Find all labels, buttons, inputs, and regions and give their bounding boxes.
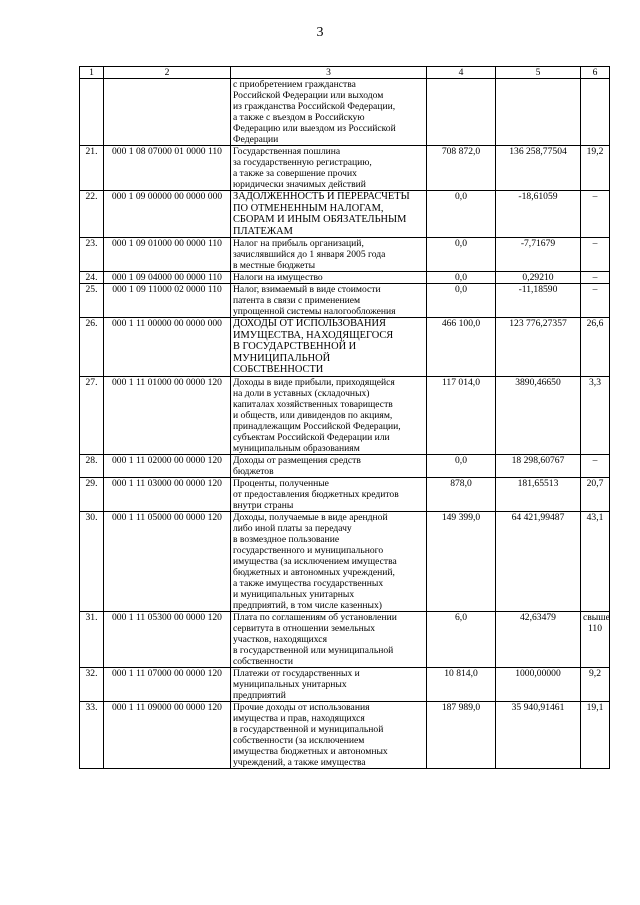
table-body [80, 79, 610, 769]
revenue-name [231, 611, 427, 667]
revenue-name-line: собственности [233, 655, 294, 667]
budget-code: 000 1 09 00000 00 0000 000 [104, 191, 231, 238]
revenue-name [231, 284, 427, 318]
revenue-name-line: В ГОСУДАРСТВЕННОЙ И [233, 341, 357, 352]
revenue-name [231, 191, 427, 238]
revenue-name-line: имущества бюджетных и автономных [233, 745, 388, 757]
header-row [80, 67, 610, 79]
table-row [80, 238, 610, 272]
column-header-3: 3 [231, 67, 427, 79]
percent-complete [581, 79, 610, 146]
revenue-name-line: ДОХОДЫ ОТ ИСПОЛЬЗОВАНИЯ [233, 318, 386, 329]
revenue-name-line: упрощенной системы налогообложения [233, 306, 396, 317]
table-row [80, 146, 610, 191]
table-row [80, 272, 610, 284]
actual-amount: 42,63479 [496, 611, 581, 667]
percent-complete: 19,1 [581, 701, 610, 768]
percent-complete: 43,1 [581, 511, 610, 611]
revenue-name-line: а также за совершение прочих [233, 168, 357, 179]
revenue-name-line: от предоставления бюджетных кредитов [233, 488, 399, 500]
row-number: 23. [80, 238, 104, 272]
plan-amount: 6,0 [427, 611, 496, 667]
revenue-name-line: в возмездное пользование [233, 533, 340, 545]
row-number: 28. [80, 454, 104, 477]
column-header-1: 1 [80, 67, 104, 79]
revenue-name [231, 376, 427, 454]
revenue-name-line: внутри страны [233, 499, 294, 511]
budget-code: 000 1 11 02000 00 0000 120 [104, 454, 231, 477]
actual-amount: -18,61059 [496, 191, 581, 238]
revenue-name-line: муниципальным образованиям [233, 442, 360, 454]
row-number [80, 79, 104, 146]
percent-complete: – [581, 191, 610, 238]
percent-complete: – [581, 284, 610, 318]
row-number: 21. [80, 146, 104, 191]
plan-amount: 878,0 [427, 477, 496, 511]
revenue-name-line: участков, находящихся [233, 633, 327, 645]
revenue-name-line: принадлежащим Российской Федерации, [233, 420, 401, 432]
revenue-name-line: ИМУЩЕСТВА, НАХОДЯЩЕГОСЯ [233, 329, 394, 341]
row-number: 24. [80, 272, 104, 284]
revenue-name-line: ПЛАТЕЖАМ [233, 225, 293, 237]
revenue-name-line: юридически значимых действий [233, 179, 366, 190]
revenue-name [231, 701, 427, 768]
revenue-name [231, 667, 427, 701]
revenue-name-line: Налог на прибыль организаций, [233, 238, 364, 249]
row-number: 29. [80, 477, 104, 511]
revenue-name-line: государственного и муниципального [233, 544, 384, 556]
revenue-name-line: имущества (за исключением имущества [233, 555, 397, 567]
revenue-name-line: и обществ, или дивидендов по акциям, [233, 409, 393, 421]
budget-code: 000 1 11 03000 00 0000 120 [104, 477, 231, 511]
actual-amount [496, 79, 581, 146]
percent-complete: 3,3 [581, 376, 610, 454]
actual-amount: 181,65513 [496, 477, 581, 511]
plan-amount: 149 399,0 [427, 511, 496, 611]
revenue-name [231, 272, 427, 284]
table-row [80, 511, 610, 611]
plan-amount: 0,0 [427, 238, 496, 272]
plan-amount: 0,0 [427, 284, 496, 318]
plan-amount: 10 814,0 [427, 667, 496, 701]
plan-amount: 0,0 [427, 191, 496, 238]
actual-amount: 0,29210 [496, 272, 581, 284]
table-row [80, 284, 610, 318]
revenue-name [231, 318, 427, 377]
revenue-name-line: Доходы в виде прибыли, приходящейся [233, 376, 395, 388]
revenue-name-line: собственности (за исключением [233, 734, 365, 746]
revenue-name-line: субъектам Российской Федерации или [233, 431, 390, 443]
revenue-name-line: за государственную регистрацию, [233, 157, 372, 168]
revenue-name-line: в государственной и муниципальной [233, 723, 384, 735]
budget-code: 000 1 09 11000 02 0000 110 [104, 284, 231, 318]
budget-code: 000 1 11 05000 00 0000 120 [104, 511, 231, 611]
row-number: 33. [80, 701, 104, 768]
percent-complete: 20,7 [581, 477, 610, 511]
actual-amount: 1000,00000 [496, 667, 581, 701]
column-header-6: 6 [581, 67, 610, 79]
revenue-name-line: СОБСТВЕННОСТИ [233, 364, 324, 375]
table-row [80, 611, 610, 667]
table-row [80, 477, 610, 511]
revenue-name [231, 146, 427, 191]
revenue-name-line: Налог, взимаемый в виде стоимости [233, 284, 381, 295]
percent-complete: – [581, 454, 610, 477]
revenue-name-line: либо иной платы за передачу [233, 522, 352, 534]
revenue-name-line: Платежи от государственных и [233, 667, 360, 679]
row-number: 22. [80, 191, 104, 238]
revenue-name-line: имущества и прав, находящихся [233, 712, 365, 724]
actual-amount: 136 258,77504 [496, 146, 581, 191]
actual-amount: 64 421,99487 [496, 511, 581, 611]
actual-amount: 35 940,91461 [496, 701, 581, 768]
revenue-name [231, 79, 427, 146]
table-row [80, 454, 610, 477]
revenue-name-line: капиталах хозяйственных товариществ [233, 398, 393, 410]
plan-amount: 708 872,0 [427, 146, 496, 191]
revenue-name-line: сервитута в отношении земельных [233, 622, 376, 634]
revenue-name-line: Проценты, полученные [233, 477, 329, 489]
revenue-name-line: Доходы, получаемые в виде арендной [233, 511, 388, 523]
budget-code: 000 1 11 01000 00 0000 120 [104, 376, 231, 454]
plan-amount: 117 014,0 [427, 376, 496, 454]
revenue-name-line: Государственная пошлина [233, 146, 341, 157]
row-number: 27. [80, 376, 104, 454]
actual-amount: -11,18590 [496, 284, 581, 318]
revenue-name-line: Налоги на имущество [233, 272, 323, 283]
revenue-name-line: бюджетов [233, 465, 274, 477]
row-number: 26. [80, 318, 104, 377]
revenue-name-line: Прочие доходы от использования [233, 701, 370, 713]
column-header-2: 2 [104, 67, 231, 79]
actual-amount: 3890,46650 [496, 376, 581, 454]
plan-amount: 187 989,0 [427, 701, 496, 768]
plan-amount: 466 100,0 [427, 318, 496, 377]
page-number: 3 [316, 25, 324, 40]
revenue-name-line: патента в связи с применением [233, 295, 361, 306]
revenue-name-line: а также имущества государственных [233, 577, 384, 589]
revenue-name-line: Федерацию или выездом из Российской [233, 123, 396, 134]
percent-complete: 26,6 [581, 318, 610, 377]
revenue-name [231, 238, 427, 272]
actual-amount: -7,71679 [496, 238, 581, 272]
revenue-name-line: Федерации [233, 134, 279, 145]
revenue-name-line: с приобретением гражданства [233, 79, 356, 90]
row-number: 30. [80, 511, 104, 611]
revenue-name-line: на доли в уставных (складочных) [233, 387, 370, 399]
revenue-name-line: бюджетных и автономных учреждений, [233, 566, 395, 578]
budget-code [104, 79, 231, 146]
budget-revenue-table [79, 66, 610, 769]
revenue-name [231, 477, 427, 511]
revenue-name-line: Российской Федерации или выходом [233, 90, 384, 101]
budget-code: 000 1 08 07000 01 0000 110 [104, 146, 231, 191]
revenue-name-line: из гражданства Российской Федерации, [233, 101, 396, 112]
row-number: 32. [80, 667, 104, 701]
revenue-name-line: ЗАДОЛЖЕННОСТЬ И ПЕРЕРАСЧЕТЫ [233, 191, 410, 202]
budget-code: 000 1 11 05300 00 0000 120 [104, 611, 231, 667]
plan-amount: 0,0 [427, 454, 496, 477]
revenue-name-line: МУНИЦИПАЛЬНОЙ [233, 352, 331, 364]
revenue-name [231, 454, 427, 477]
revenue-name-line: муниципальных унитарных [233, 678, 347, 690]
plan-amount: 0,0 [427, 272, 496, 284]
percent-complete: – [581, 272, 610, 284]
revenue-name-line: предприятий, в том числе казенных) [233, 599, 382, 611]
revenue-name-line: Плата по соглашениям об установлении [233, 611, 397, 623]
actual-amount: 18 298,60767 [496, 454, 581, 477]
column-header-5: 5 [496, 67, 581, 79]
revenue-name-line: зачислявшийся до 1 января 2005 года [233, 249, 386, 260]
table-row [80, 79, 610, 146]
actual-amount: 123 776,27357 [496, 318, 581, 377]
revenue-name-line: а также с въездом в Российскую [233, 112, 365, 123]
revenue-name-line: СБОРАМ И ИНЫМ ОБЯЗАТЕЛЬНЫМ [233, 214, 407, 225]
percent-complete: 9,2 [581, 667, 610, 701]
table-row [80, 376, 610, 454]
table-row [80, 318, 610, 377]
revenue-name-line: ПО ОТМЕНЕННЫМ НАЛОГАМ, [233, 202, 384, 214]
row-number: 31. [80, 611, 104, 667]
budget-code: 000 1 09 04000 00 0000 110 [104, 272, 231, 284]
table-row [80, 191, 610, 238]
budget-code: 000 1 09 01000 00 0000 110 [104, 238, 231, 272]
budget-code: 000 1 11 09000 00 0000 120 [104, 701, 231, 768]
table-row [80, 667, 610, 701]
plan-amount [427, 79, 496, 146]
percent-complete: свыше 110 [581, 611, 610, 667]
percent-complete: – [581, 238, 610, 272]
revenue-name-line: и муниципальных унитарных [233, 588, 355, 600]
revenue-name-line: Доходы от размещения средств [233, 454, 361, 466]
revenue-name-line: в местные бюджеты [233, 260, 316, 271]
revenue-name-line: в государственной или муниципальной [233, 644, 394, 656]
table-row [80, 701, 610, 768]
revenue-name [231, 511, 427, 611]
row-number: 25. [80, 284, 104, 318]
revenue-name-line: учреждений, а также имущества [233, 756, 366, 768]
column-header-4: 4 [427, 67, 496, 79]
percent-complete: 19,2 [581, 146, 610, 191]
revenue-name-line: предприятий [233, 689, 286, 701]
budget-code: 000 1 11 00000 00 0000 000 [104, 318, 231, 377]
budget-code: 000 1 11 07000 00 0000 120 [104, 667, 231, 701]
